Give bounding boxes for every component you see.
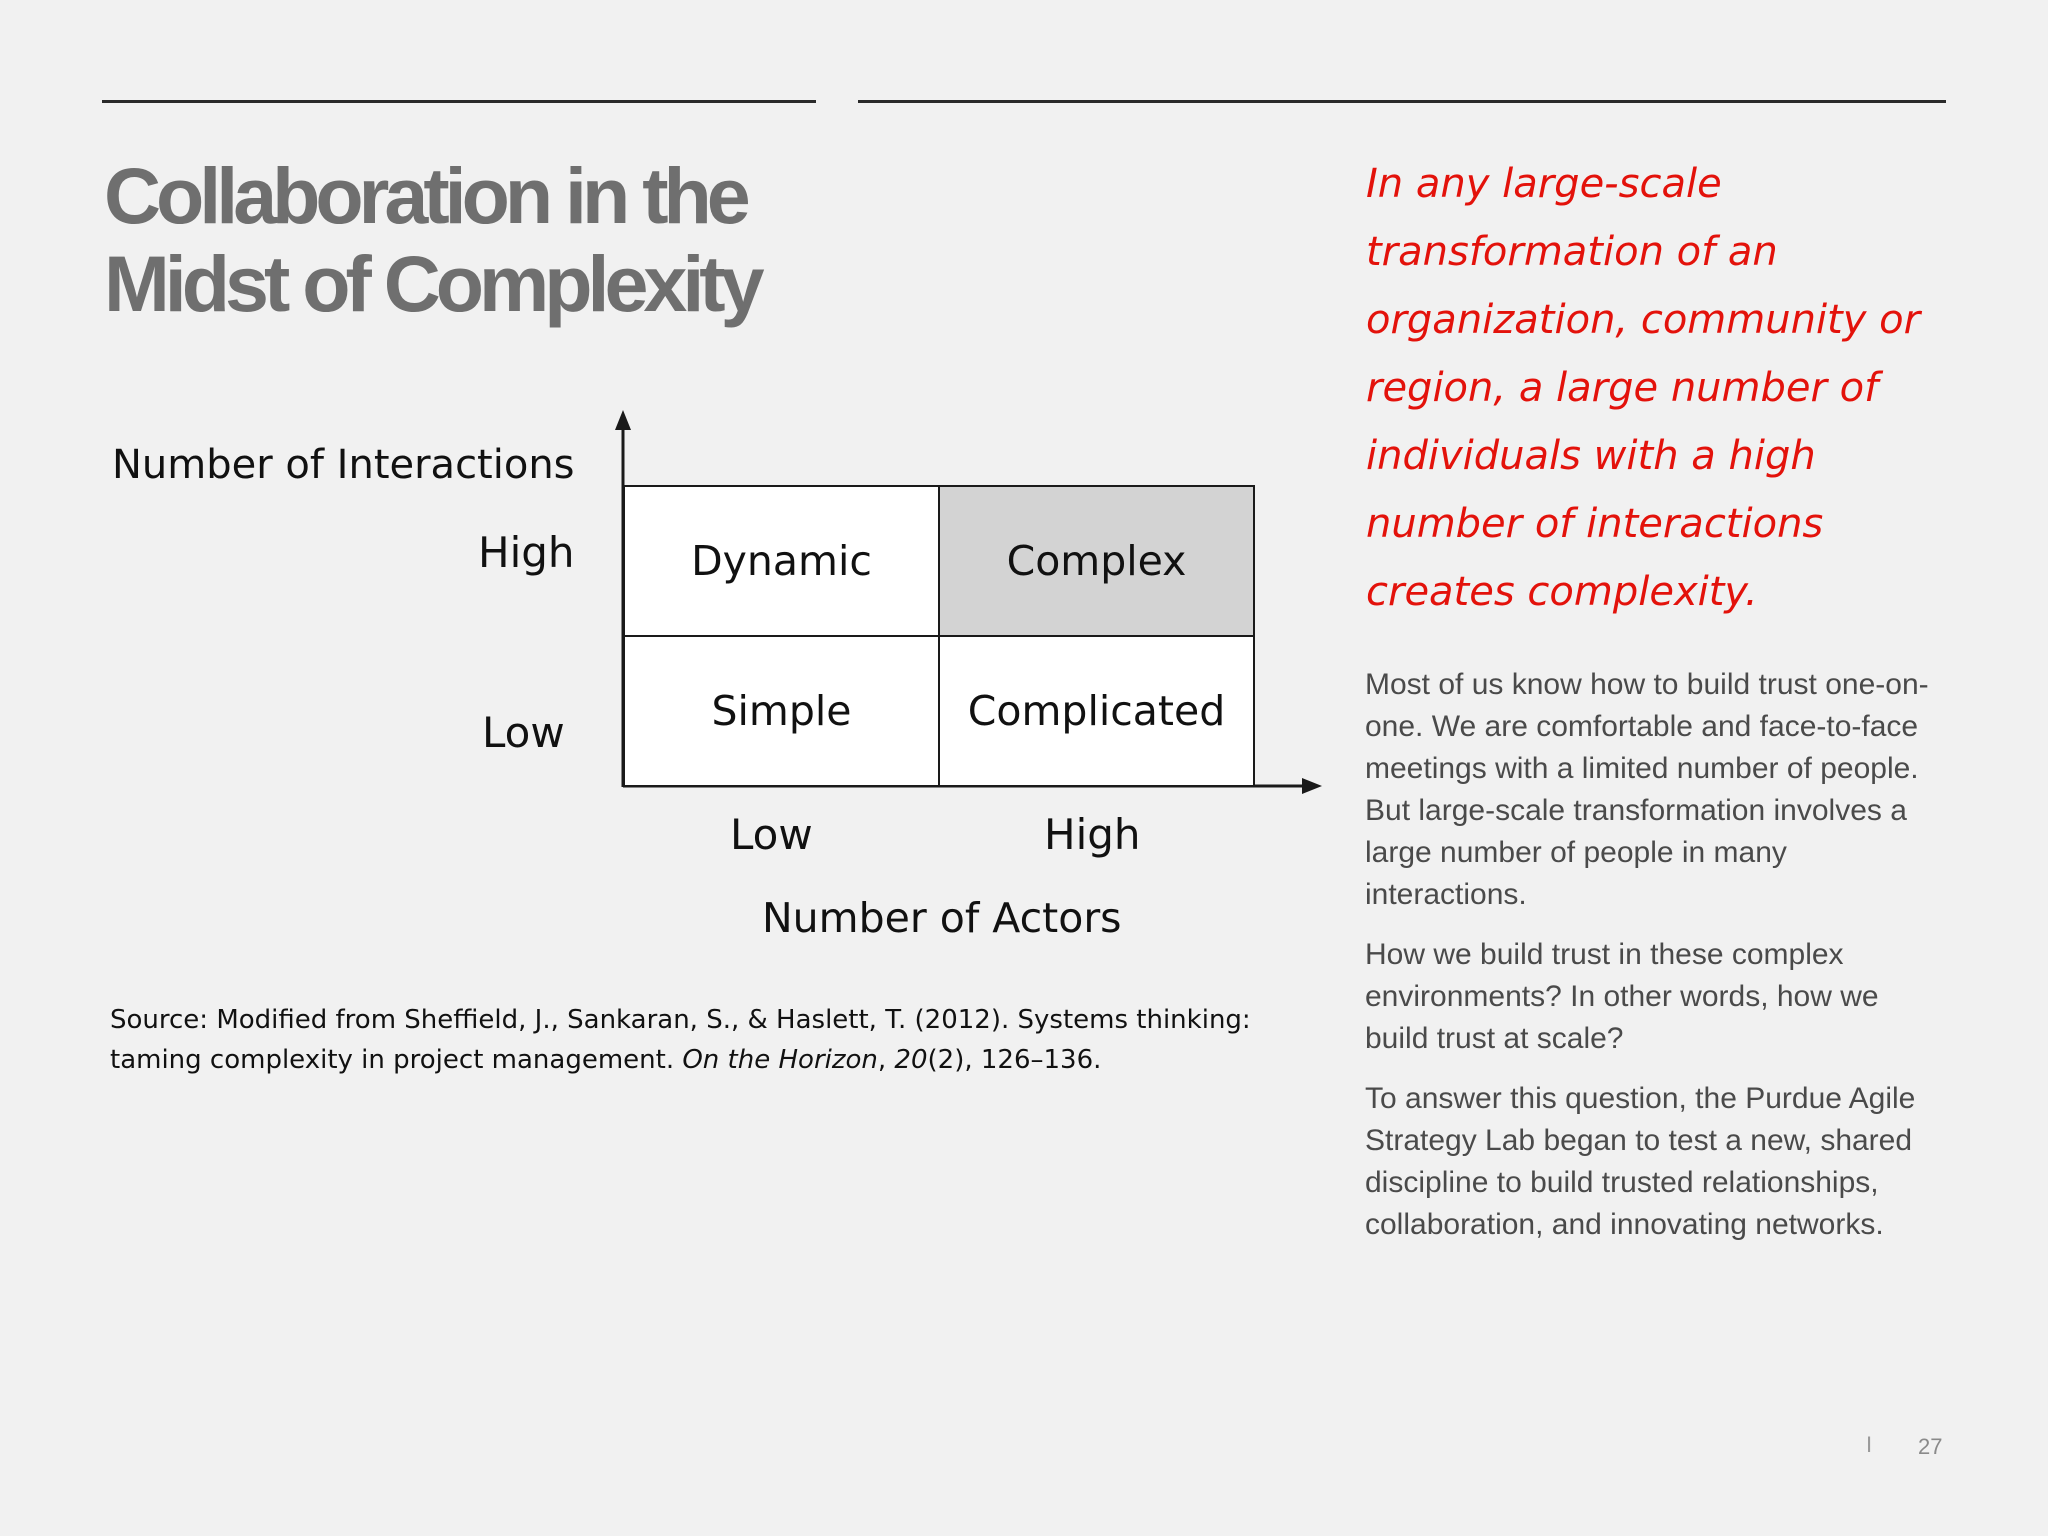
body-paragraph-2: How we build trust in these complex environments? In other words, how we build trust at scale?	[1365, 938, 1879, 1055]
slide-number: 27	[1918, 1434, 1943, 1459]
page-title: Collaboration in the Midst of Complexity	[104, 151, 760, 328]
y-axis-title: Number of Interactions	[112, 442, 575, 488]
y-tick-low: Low	[482, 708, 565, 757]
source-separator: ,	[877, 1045, 887, 1075]
source-citation	[110, 1000, 1270, 1080]
cell-complicated: Complicated	[938, 635, 1255, 787]
x-axis-arrow	[1302, 778, 1322, 794]
footer-divider: I	[1866, 1432, 1873, 1457]
cell-complex: Complex	[938, 485, 1255, 637]
x-tick-high: High	[1044, 810, 1141, 859]
y-axis-arrow	[615, 410, 631, 430]
body-paragraph-1: Most of us know how to build trust one-on-one. We are comfortable and face-to-face meetings with a limited number of people. But large-scale transformation involves a large number of people in many interactions.	[1365, 668, 1929, 911]
source-volume: 20	[894, 1045, 928, 1075]
y-tick-high: High	[478, 528, 575, 577]
x-axis-title: Number of Actors	[762, 894, 1122, 942]
x-tick-low: Low	[730, 810, 813, 859]
source-issue-pages: (2), 126–136.	[927, 1045, 1102, 1075]
cell-dynamic: Dynamic	[623, 485, 940, 637]
cell-simple: Simple	[623, 635, 940, 787]
source-prefix: Source: Modified from Sheffield, J., Sankaran, S., & Haslett, T. (2012). Systems thinking: taming complexity in project management.	[110, 1005, 1251, 1075]
body-paragraph-3: To answer this question, the Purdue Agile Strategy Lab began to test a new, shared discipline to build trusted relationships, collaboration, and innovating networks.	[1365, 1082, 1916, 1241]
pull-quote: In any large-scale transformation of an organization, community or region, a large number of individuals with a high number of interactions creates complexity.	[1366, 161, 1921, 615]
source-journal: On the Horizon	[682, 1045, 878, 1075]
